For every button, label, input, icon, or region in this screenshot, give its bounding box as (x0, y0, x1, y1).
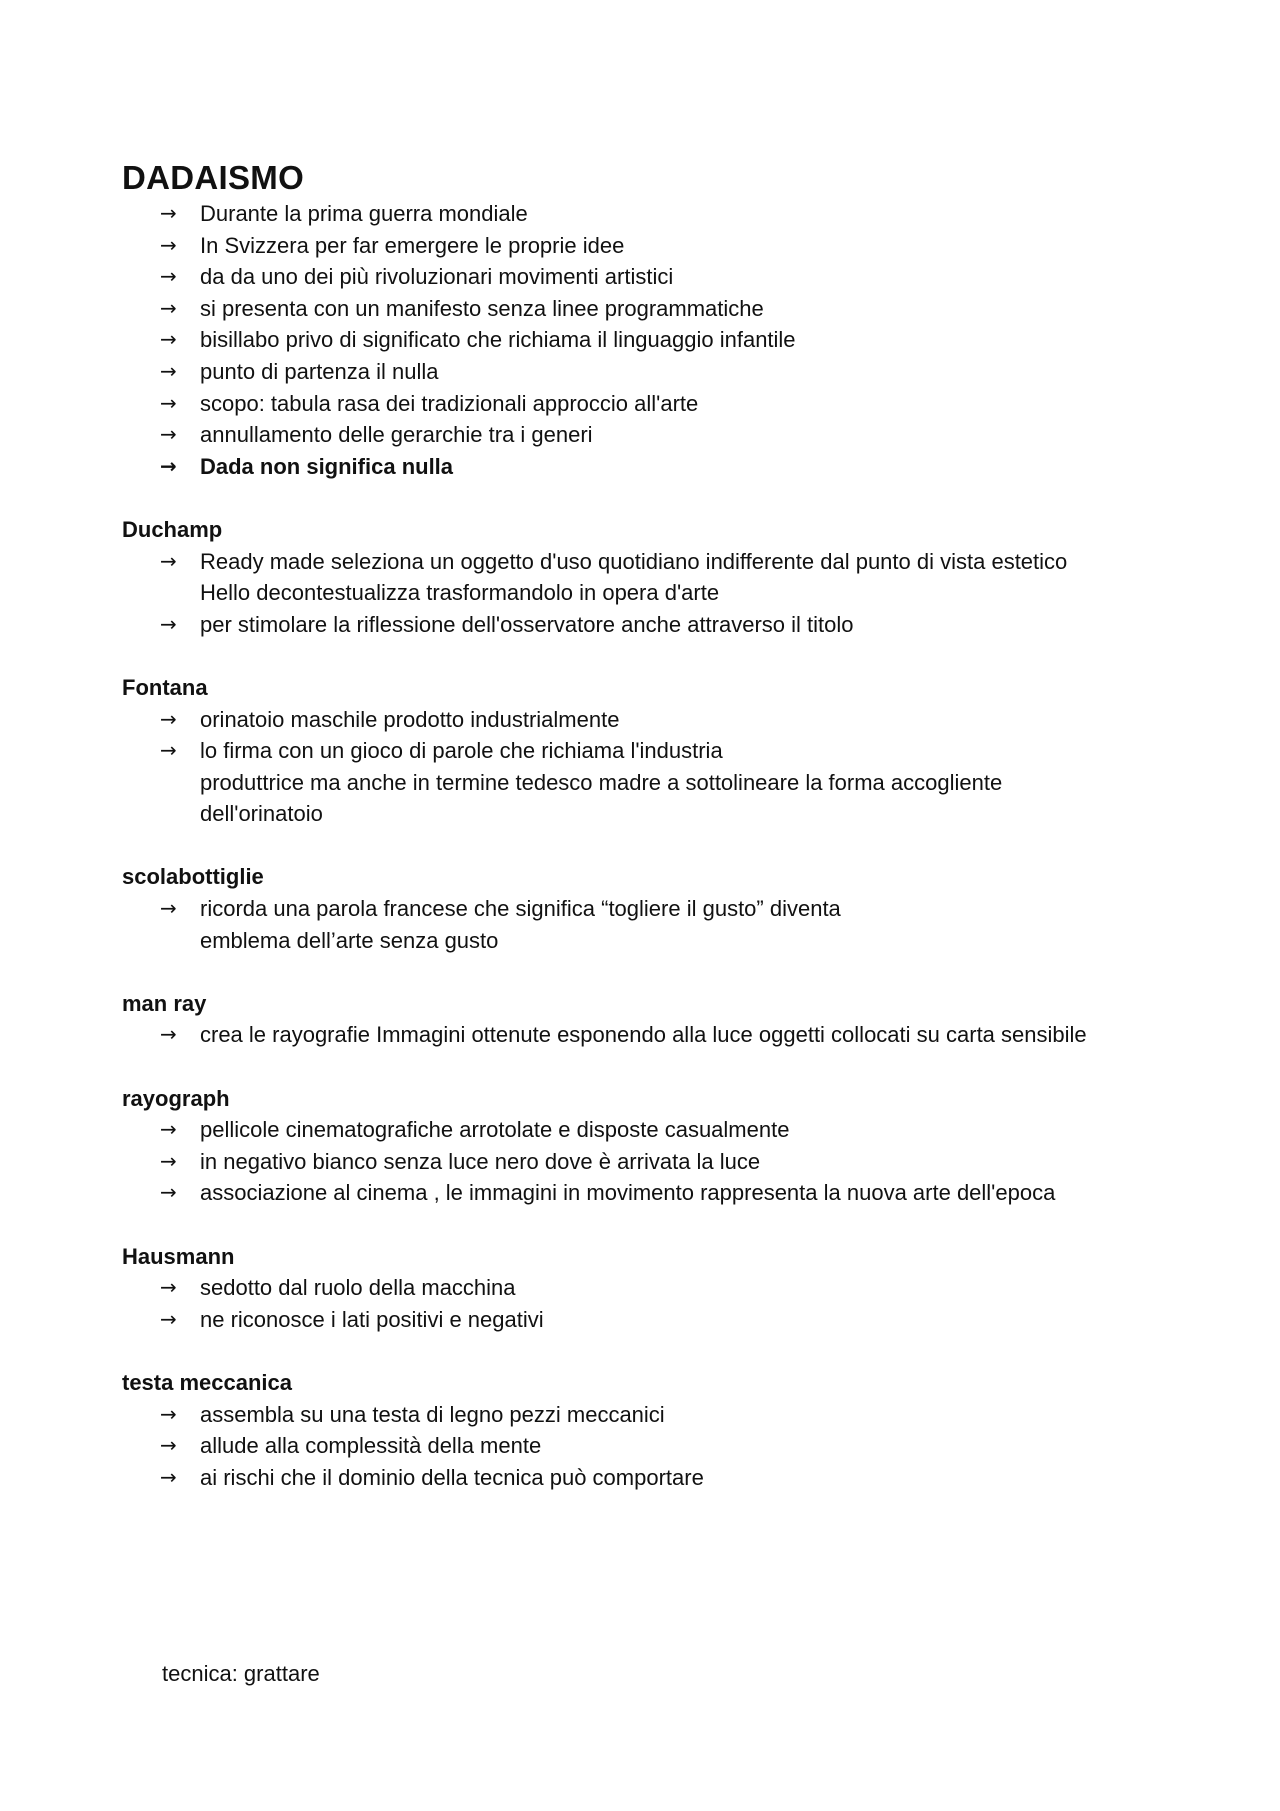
list-item: → bisillabo privo di significato che richiama il linguaggio infantile (122, 324, 1182, 356)
list-item: → ricorda una parola francese che significa “togliere il gusto” diventa emblema dell’arte senza gusto (122, 893, 1182, 956)
intro-list (122, 198, 1182, 482)
section-heading: Duchamp (122, 516, 223, 542)
arrow-bullet-icon: → (160, 1306, 177, 1331)
section-hausmann (122, 1241, 1182, 1336)
rayograph-list (122, 1114, 1182, 1209)
arrow-bullet-icon: → (160, 295, 177, 320)
man-ray-list (122, 1019, 1182, 1051)
arrow-bullet-icon: → (160, 232, 177, 257)
list-item: → si presenta con un manifesto senza linee programmatiche (122, 293, 1182, 325)
arrow-bullet-icon: → (160, 390, 177, 415)
arrow-bullet-icon: → (160, 706, 177, 731)
section-man-ray (122, 988, 1182, 1051)
list-item: → pellicole cinematografiche arrotolate e disposte casualmente (122, 1114, 1182, 1146)
section-heading: rayograph (122, 1085, 230, 1111)
list-item: → punto di partenza il nulla (122, 356, 1182, 388)
list-item: → annullamento delle gerarchie tra i generi (122, 419, 1182, 451)
list-item: → crea le rayografie Immagini ottenute esponendo alla luce oggetti collocati su carta sensibile (122, 1019, 1182, 1051)
list-item: → allude alla complessità della mente (122, 1430, 1182, 1462)
list-item: → Durante la prima guerra mondiale (122, 198, 1182, 230)
section-heading: scolabottiglie (122, 864, 264, 890)
list-item: → scopo: tabula rasa dei tradizionali approccio all'arte (122, 388, 1182, 420)
arrow-bullet-icon: → (160, 422, 177, 447)
arrow-bullet-icon: → (160, 1275, 177, 1300)
section-fontana (122, 672, 1182, 830)
scolabottiglie-list (122, 893, 1182, 956)
duchamp-list (122, 546, 1182, 641)
list-item: → per stimolare la riflessione dell'osservatore anche attraverso il titolo (122, 609, 1182, 641)
arrow-bullet-icon: → (160, 1433, 177, 1458)
list-item: → lo firma con un gioco di parole che richiama l'industria produttrice ma anche in termine tedesco madre a sottolineare la forma accogliente dell'orinatoio (122, 735, 1182, 830)
arrow-bullet-icon: → (160, 1464, 177, 1489)
arrow-bullet-icon: → (160, 453, 177, 478)
arrow-bullet-icon: → (160, 548, 177, 573)
list-item: → assembla su una testa di legno pezzi meccanici (122, 1399, 1182, 1431)
arrow-bullet-icon: → (160, 1180, 177, 1205)
arrow-bullet-icon: → (160, 358, 177, 383)
list-item: → ne riconosce i lati positivi e negativi (122, 1304, 1182, 1336)
list-item: → ai rischi che il dominio della tecnica può comportare (122, 1462, 1182, 1494)
list-item: → orinatoio maschile prodotto industrialmente (122, 704, 1182, 736)
footer-note: tecnica: grattare (162, 1661, 320, 1686)
list-item: → in negativo bianco senza luce nero dove è arrivata la luce (122, 1146, 1182, 1178)
list-item: → associazione al cinema , le immagini in movimento rappresenta la nuova arte dell'epoca (122, 1177, 1182, 1209)
section-heading: testa meccanica (122, 1369, 292, 1395)
section-duchamp (122, 514, 1182, 640)
fontana-list (122, 704, 1182, 830)
list-item-emphasis: → Dada non significa nulla (122, 451, 1182, 483)
section-heading: man ray (122, 990, 207, 1016)
list-item: → In Svizzera per far emergere le proprie idee (122, 230, 1182, 262)
document-body (122, 158, 1182, 1493)
arrow-bullet-icon: → (160, 611, 177, 636)
section-rayograph (122, 1083, 1182, 1209)
arrow-bullet-icon: → (160, 1117, 177, 1142)
arrow-bullet-icon: → (160, 1401, 177, 1426)
arrow-bullet-icon: → (160, 264, 177, 289)
arrow-bullet-icon: → (160, 1148, 177, 1173)
section-heading: Fontana (122, 674, 208, 700)
section-scolabottiglie (122, 861, 1182, 956)
section-testa-meccanica (122, 1367, 1182, 1493)
list-item: → sedotto dal ruolo della macchina (122, 1272, 1182, 1304)
list-item: → da da uno dei più rivoluzionari movimenti artistici (122, 261, 1182, 293)
arrow-bullet-icon: → (160, 738, 177, 763)
section-heading: Hausmann (122, 1243, 235, 1269)
arrow-bullet-icon: → (160, 896, 177, 921)
testa-meccanica-list (122, 1399, 1182, 1494)
arrow-bullet-icon: → (160, 327, 177, 352)
page-title: DADAISMO (122, 159, 305, 196)
hausmann-list (122, 1272, 1182, 1335)
list-item: → Ready made seleziona un oggetto d'uso quotidiano indifferente dal punto di vista estetico Hello decontestualizza trasformandolo in opera d'arte (122, 546, 1182, 609)
arrow-bullet-icon: → (160, 1022, 177, 1047)
arrow-bullet-icon: → (160, 201, 177, 225)
